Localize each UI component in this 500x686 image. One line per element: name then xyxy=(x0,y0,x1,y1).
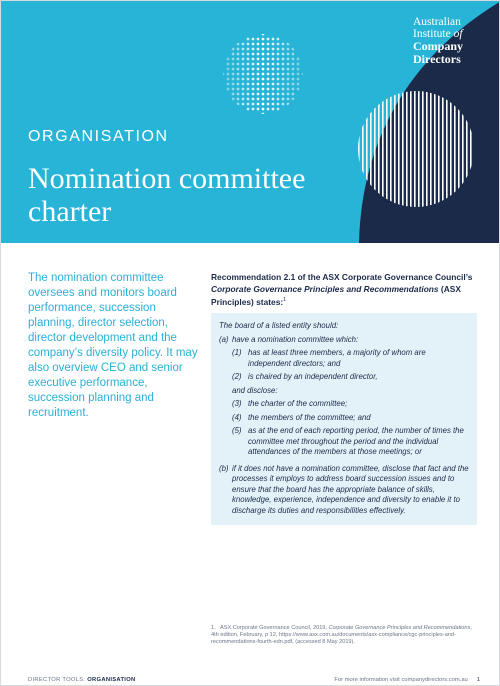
pattern-dot xyxy=(287,78,290,81)
dotted-circle-graphic xyxy=(222,33,305,116)
pattern-dot xyxy=(252,78,255,81)
pattern-dot xyxy=(252,83,255,86)
pattern-dot xyxy=(237,88,240,91)
pattern-dot xyxy=(267,58,270,61)
pattern-stripe xyxy=(438,91,440,207)
pattern-dot xyxy=(242,98,245,101)
pattern-stripe xyxy=(386,91,388,207)
pattern-dot xyxy=(252,93,255,96)
pattern-dot xyxy=(267,83,270,86)
pattern-dot xyxy=(287,83,290,86)
pattern-dot xyxy=(232,98,235,101)
pattern-dot xyxy=(257,83,260,86)
pattern-dot xyxy=(222,73,225,76)
pattern-dot xyxy=(292,53,295,56)
pattern-dot xyxy=(247,43,250,46)
pattern-dot xyxy=(257,108,260,111)
pattern-dot xyxy=(232,78,235,81)
pattern-stripe xyxy=(422,91,424,207)
pattern-dot xyxy=(252,108,255,111)
pattern-dot xyxy=(257,93,260,96)
pattern-dot xyxy=(257,53,260,56)
pattern-dot xyxy=(262,48,265,51)
pattern-dot xyxy=(257,98,260,101)
pattern-dot xyxy=(252,98,255,101)
pattern-dot xyxy=(267,103,270,106)
pattern-dot xyxy=(277,108,280,111)
pattern-dot xyxy=(282,43,285,46)
pattern-dot xyxy=(237,58,240,61)
pattern-dot xyxy=(252,68,255,71)
pattern-dot xyxy=(237,73,240,76)
hero-banner xyxy=(1,1,500,243)
pattern-dot xyxy=(272,68,275,71)
quote-subitem-3: (3) the charter of the committee; xyxy=(232,399,348,408)
pattern-dot xyxy=(262,93,265,96)
pattern-dot xyxy=(227,73,230,76)
pattern-dot xyxy=(272,88,275,91)
pattern-dot xyxy=(282,103,285,106)
pattern-dot xyxy=(257,38,260,41)
pattern-stripe xyxy=(414,91,416,207)
pattern-dot xyxy=(297,58,300,61)
page-footer xyxy=(1,675,500,686)
pattern-dot xyxy=(282,63,285,66)
pattern-dot xyxy=(237,98,240,101)
pattern-dot xyxy=(227,63,230,66)
pattern-dot xyxy=(247,103,250,106)
pattern-dot xyxy=(277,78,280,81)
pattern-dot xyxy=(287,88,290,91)
pattern-dot xyxy=(232,88,235,91)
aicd-logo xyxy=(413,17,477,65)
pattern-dot xyxy=(287,73,290,76)
pattern-dot xyxy=(272,38,275,41)
pattern-dot xyxy=(287,93,290,96)
pattern-dot xyxy=(267,43,270,46)
pattern-dot xyxy=(242,103,245,106)
pattern-dot xyxy=(277,93,280,96)
pattern-dot xyxy=(267,63,270,66)
pattern-dot xyxy=(242,88,245,91)
pattern-dot xyxy=(242,43,245,46)
pattern-dot xyxy=(242,73,245,76)
pattern-dot xyxy=(242,53,245,56)
logo-line-3: Company xyxy=(413,39,464,54)
pattern-dot xyxy=(232,58,235,61)
pattern-dot xyxy=(277,43,280,46)
pattern-dot xyxy=(232,73,235,76)
pattern-dot xyxy=(227,68,230,71)
pattern-dot xyxy=(277,73,280,76)
pattern-dot xyxy=(242,83,245,86)
pattern-dot xyxy=(242,78,245,81)
pattern-dot xyxy=(297,88,300,91)
pattern-dot xyxy=(262,103,265,106)
pattern-dot xyxy=(247,53,250,56)
page-number: 1 xyxy=(476,677,480,683)
quote-subitem-2: (2) is chaired by an independent director, xyxy=(232,372,378,381)
pattern-dot xyxy=(227,83,230,86)
pattern-dot xyxy=(237,63,240,66)
quote-and-disclose: and disclose: xyxy=(232,385,278,395)
pattern-dot xyxy=(267,38,270,41)
pattern-stripe xyxy=(454,91,456,207)
pattern-dot xyxy=(267,108,270,111)
logo-line-1: Australian xyxy=(413,16,461,28)
pattern-dot xyxy=(267,53,270,56)
pattern-dot xyxy=(277,53,280,56)
pattern-dot xyxy=(257,63,260,66)
pattern-dot xyxy=(237,78,240,81)
pattern-dot xyxy=(237,68,240,71)
pattern-dot xyxy=(252,48,255,51)
footer-section-label: DIRECTOR TOOLS: ORGANISATION xyxy=(28,677,136,683)
pattern-dot xyxy=(272,98,275,101)
pattern-dot xyxy=(262,53,265,56)
pattern-dot xyxy=(277,88,280,91)
pattern-dot xyxy=(272,73,275,76)
quote-subitem-4: (4) the members of the committee; and xyxy=(232,412,371,422)
pattern-dot xyxy=(277,98,280,101)
pattern-dot xyxy=(247,73,250,76)
pattern-dot xyxy=(252,88,255,91)
pattern-dot xyxy=(227,88,230,91)
pattern-dot xyxy=(282,73,285,76)
pattern-dot xyxy=(237,48,240,51)
pattern-dot xyxy=(237,43,240,46)
pattern-dot xyxy=(272,108,275,111)
pattern-dot xyxy=(247,93,250,96)
pattern-dot xyxy=(272,58,275,61)
pattern-dot xyxy=(232,93,235,96)
pattern-dot xyxy=(252,73,255,76)
pattern-dot xyxy=(272,63,275,66)
pattern-dot xyxy=(247,48,250,51)
footer-website: For more information visit companydirectors.com.au 1 xyxy=(334,677,480,683)
pattern-dot xyxy=(262,83,265,86)
pattern-dot xyxy=(257,68,260,71)
pattern-dot xyxy=(272,78,275,81)
pattern-dot xyxy=(267,68,270,71)
pattern-stripe xyxy=(394,91,396,207)
quote-subitem-5: (5) as at the end of each reporting period, the number of times the committee met throughout the period and the individual attendances of the members at those meetings; or xyxy=(232,426,464,456)
pattern-dot xyxy=(277,48,280,51)
pattern-dot xyxy=(292,88,295,91)
pattern-dot xyxy=(292,68,295,71)
pattern-dot xyxy=(297,83,300,86)
pattern-dot xyxy=(282,58,285,61)
pattern-dot xyxy=(247,38,250,41)
pattern-stripe xyxy=(358,91,360,207)
pattern-dot xyxy=(262,108,265,111)
pattern-dot xyxy=(267,98,270,101)
pattern-dot xyxy=(232,68,235,71)
pattern-stripe xyxy=(442,91,444,207)
pattern-dot xyxy=(292,78,295,81)
pattern-dot xyxy=(262,33,265,36)
pattern-dot xyxy=(292,48,295,51)
pattern-stripe xyxy=(362,91,364,207)
pattern-dot xyxy=(282,98,285,101)
recommendation-lead: Recommendation 2.1 of the ASX Corporate Governance Council’s Corporate Governance Principles and Recommendations (ASX Principles) states:$^1$ xyxy=(211,272,473,307)
pattern-dot xyxy=(287,63,290,66)
pattern-dot xyxy=(272,93,275,96)
pattern-dot xyxy=(262,98,265,101)
quote-item-a: (a) have a nomination committee which: xyxy=(219,334,359,344)
pattern-dot xyxy=(267,78,270,81)
pattern-dot xyxy=(257,88,260,91)
pattern-dot xyxy=(292,93,295,96)
pattern-stripe xyxy=(382,91,384,207)
pattern-dot xyxy=(262,43,265,46)
pattern-dot xyxy=(282,68,285,71)
pattern-dot xyxy=(242,63,245,66)
pattern-dot xyxy=(267,73,270,76)
pattern-dot xyxy=(262,38,265,41)
pattern-dot xyxy=(302,73,305,76)
pattern-dot xyxy=(282,53,285,56)
quote-item-b: (b) if it does not have a nomination committee, disclose that fact and the processes it employs to address board succession issues and to ensure that the board has the appropriate balance of skills, knowledge, experience, independence and diversity to enable it to discharge its duties and responsibilities effectively. xyxy=(219,463,469,515)
pattern-dot xyxy=(242,68,245,71)
pattern-stripe xyxy=(402,91,404,207)
pattern-dot xyxy=(262,68,265,71)
pattern-dot xyxy=(247,98,250,101)
pattern-dot xyxy=(232,63,235,66)
pattern-dot xyxy=(247,83,250,86)
pattern-dot xyxy=(272,103,275,106)
pattern-dot xyxy=(272,83,275,86)
pattern-dot xyxy=(252,53,255,56)
pattern-dot xyxy=(297,73,300,76)
page-title: Nomination committee charter xyxy=(28,162,306,228)
pattern-stripe xyxy=(410,91,412,207)
pattern-stripe xyxy=(398,91,400,207)
pattern-dot xyxy=(232,48,235,51)
pattern-dot xyxy=(287,98,290,101)
pattern-dot xyxy=(262,113,265,116)
pattern-dot xyxy=(267,88,270,91)
pattern-stripe xyxy=(426,91,428,207)
logo-line-4: Directors xyxy=(413,51,461,66)
pattern-dot xyxy=(247,68,250,71)
pattern-dot xyxy=(262,58,265,61)
pattern-dot xyxy=(287,68,290,71)
pattern-dot xyxy=(292,63,295,66)
quote-box xyxy=(211,313,477,525)
pattern-dot xyxy=(292,73,295,76)
pattern-dot xyxy=(262,73,265,76)
pattern-dot xyxy=(277,63,280,66)
pattern-dot xyxy=(242,58,245,61)
section-kicker: ORGANISATION xyxy=(28,128,169,145)
pattern-dot xyxy=(277,83,280,86)
pattern-dot xyxy=(297,68,300,71)
pattern-dot xyxy=(232,53,235,56)
pattern-dot xyxy=(282,78,285,81)
pattern-dot xyxy=(287,48,290,51)
pattern-dot xyxy=(297,78,300,81)
pattern-stripe xyxy=(418,91,420,207)
pattern-dot xyxy=(282,93,285,96)
pattern-dot xyxy=(287,58,290,61)
pattern-dot xyxy=(292,83,295,86)
pattern-stripe xyxy=(446,91,448,207)
pattern-dot xyxy=(277,58,280,61)
pattern-dot xyxy=(237,83,240,86)
quote-intro: The board of a listed entity should: xyxy=(219,321,339,330)
pattern-dot xyxy=(292,58,295,61)
pattern-dot xyxy=(262,78,265,81)
pattern-dot xyxy=(242,48,245,51)
pattern-dot xyxy=(277,68,280,71)
pattern-dot xyxy=(267,48,270,51)
pattern-dot xyxy=(292,98,295,101)
pattern-dot xyxy=(287,103,290,106)
pattern-dot xyxy=(262,63,265,66)
pattern-dot xyxy=(282,83,285,86)
pattern-stripe xyxy=(390,91,392,207)
pattern-dot xyxy=(252,103,255,106)
pattern-stripe xyxy=(406,91,408,207)
pattern-dot xyxy=(252,38,255,41)
pattern-dot xyxy=(277,103,280,106)
pattern-dot xyxy=(242,93,245,96)
pattern-dot xyxy=(247,58,250,61)
pattern-stripe xyxy=(450,91,452,207)
pattern-dot xyxy=(252,58,255,61)
footnote: 1. ASX Corporate Governance Council, 2019, Corporate Governance Principles and Recommendations, 4th edition, February, p 12, https://www.asx.com.au/documents/asx-compliance/cgc-principles-and-recommendations-fourth-edn.pdf, (accessed 8 May 2019). xyxy=(211,625,472,646)
pattern-dot xyxy=(277,38,280,41)
pattern-dot xyxy=(257,103,260,106)
pattern-dot xyxy=(262,88,265,91)
pattern-dot xyxy=(227,58,230,61)
pattern-dot xyxy=(247,78,250,81)
pattern-dot xyxy=(257,73,260,76)
pattern-dot xyxy=(252,43,255,46)
pattern-dot xyxy=(287,53,290,56)
pattern-dot xyxy=(272,48,275,51)
pattern-dot xyxy=(257,48,260,51)
pattern-dot xyxy=(282,88,285,91)
pattern-dot xyxy=(227,78,230,81)
intro-paragraph: The nomination committee oversees and monitors board performance, succession planning, director selection, director development and the company’s diversity policy. It may also overview CEO and senior executive performance, succession planning and recruitment. xyxy=(28,272,198,419)
logo-line-2: Institute of xyxy=(413,27,463,40)
pattern-dot xyxy=(272,53,275,56)
pattern-dot xyxy=(247,63,250,66)
pattern-dot xyxy=(247,88,250,91)
pattern-dot xyxy=(272,43,275,46)
pattern-dot xyxy=(267,93,270,96)
pattern-dot xyxy=(297,63,300,66)
quote-subitem-1: (1) has at least three members, a majority of whom are independent directors; and xyxy=(232,348,426,368)
pattern-dot xyxy=(257,58,260,61)
pattern-stripe xyxy=(430,91,432,207)
pattern-stripe xyxy=(434,91,436,207)
pattern-dot xyxy=(237,103,240,106)
pattern-dot xyxy=(282,48,285,51)
pattern-dot xyxy=(237,53,240,56)
pattern-dot xyxy=(257,43,260,46)
footnote-reference: 1 xyxy=(283,297,287,303)
pattern-dot xyxy=(237,93,240,96)
pattern-dot xyxy=(287,43,290,46)
pattern-dot xyxy=(247,108,250,111)
pattern-dot xyxy=(257,78,260,81)
pattern-dot xyxy=(252,63,255,66)
pattern-dot xyxy=(232,83,235,86)
pattern-stripe xyxy=(378,91,380,207)
